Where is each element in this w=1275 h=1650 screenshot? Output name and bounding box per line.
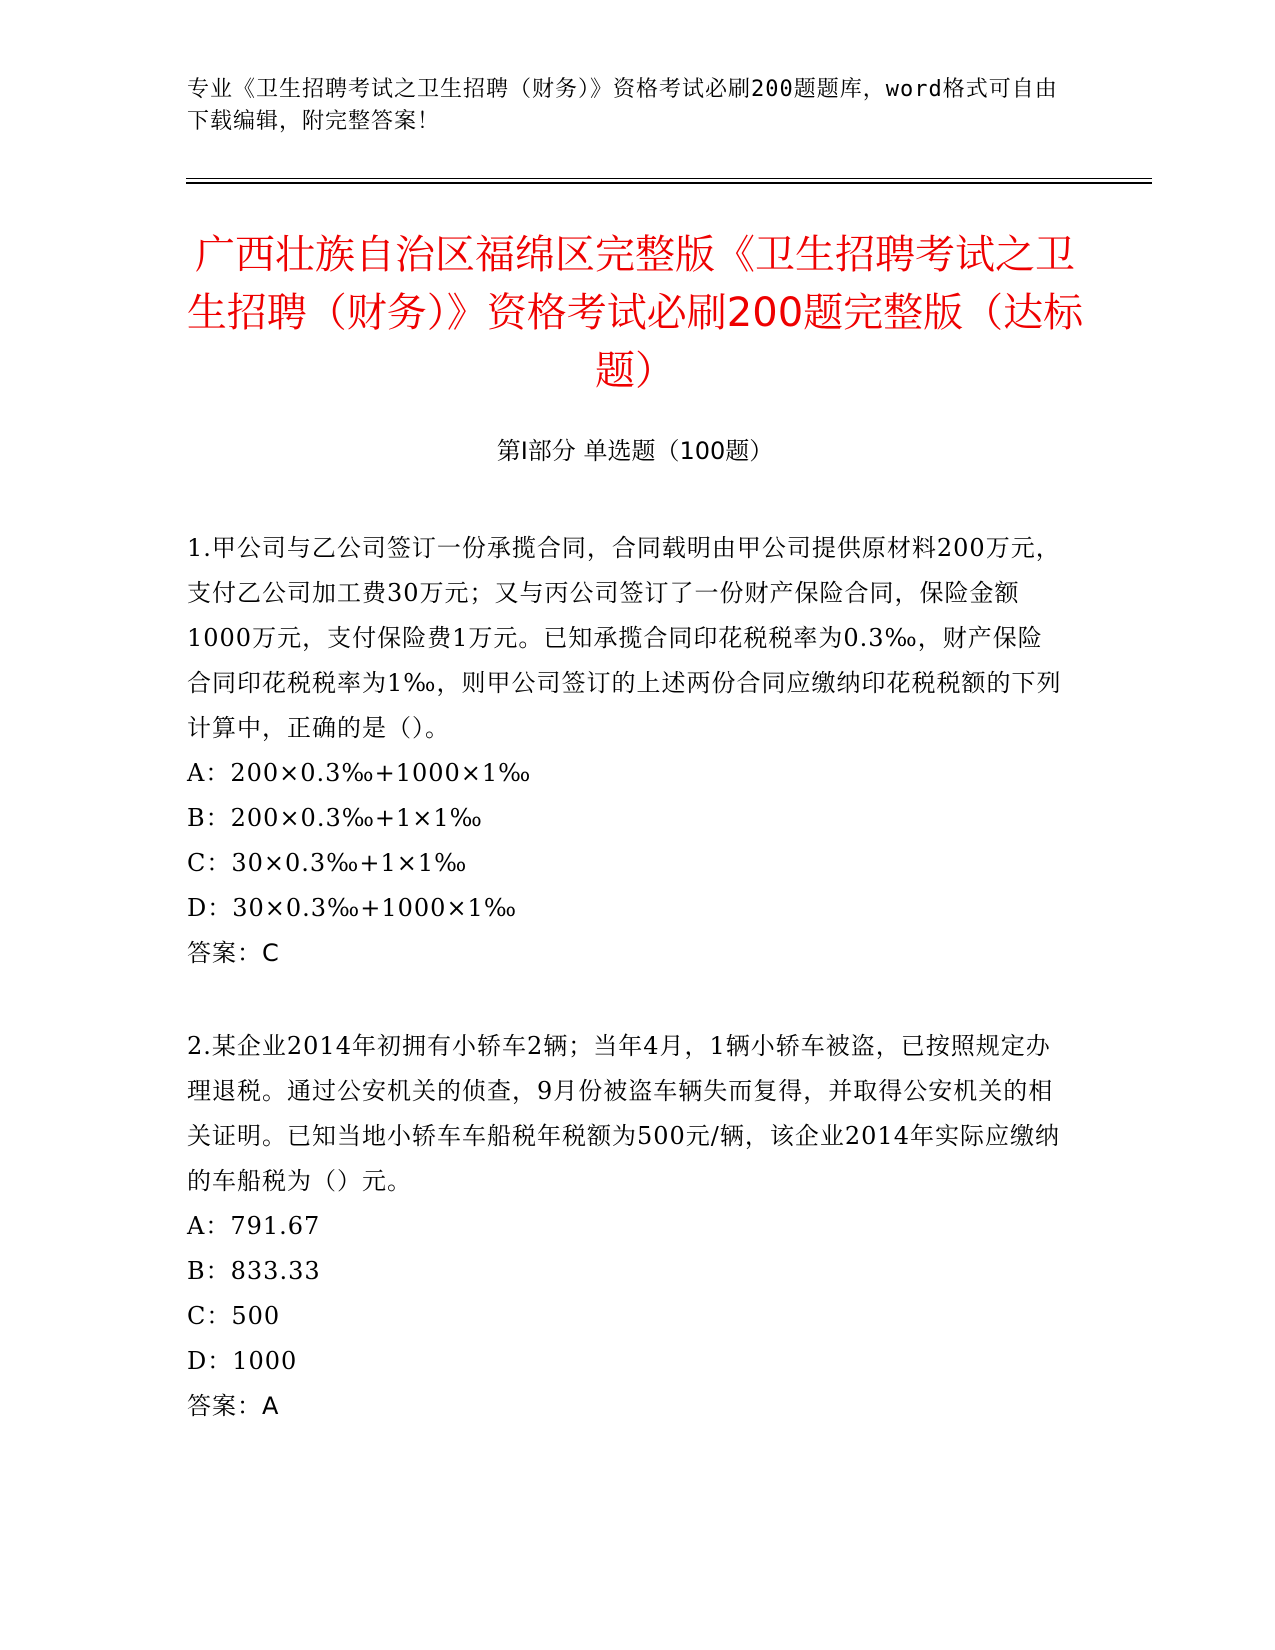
option-b: B：833.33 <box>187 1257 321 1285</box>
option-b: B：200×0.3‰+1×1‰ <box>187 804 483 832</box>
header-rule-thick <box>186 182 1152 184</box>
option-c: C：500 <box>187 1302 281 1330</box>
document-title: 广西壮族自治区福绵区完整版《卫生招聘考试之卫生招聘（财务）》资格考试必刷200题完整版（达标题） <box>186 232 1084 394</box>
section-title: 第Ⅰ部分 单选题（100题） <box>496 437 774 465</box>
header-rule-thin <box>186 178 1152 179</box>
question-stem: 1.甲公司与乙公司签订一份承揽合同，合同载明由甲公司提供原材料200万元，支付乙公司加工费30万元；又与丙公司签订了一份财产保险合同，保险金额1000万元，支付保险费1万元。已知承揽合同印花税税率为0.3‰，财产保险合同印花税税率为1‰，则甲公司签订的上述两份合同应缴纳印花税税额的下列计算中，正确的是（）。 <box>187 534 1062 742</box>
option-d: D：1000 <box>187 1347 298 1375</box>
option-a: A：200×0.3‰+1000×1‰ <box>187 759 532 787</box>
answer: 答案：C <box>187 939 280 967</box>
question-1 <box>187 526 1067 976</box>
option-d: D：30×0.3‰+1000×1‰ <box>187 894 518 922</box>
question-2 <box>187 1024 1067 1429</box>
answer: 答案：A <box>187 1392 280 1420</box>
option-c: C：30×0.3‰+1×1‰ <box>187 849 468 877</box>
header-note: 专业《卫生招聘考试之卫生招聘（财务）》资格考试必刷200题题库，word格式可自由下载编辑，附完整答案！ <box>187 77 1058 134</box>
option-a: A：791.67 <box>187 1212 321 1240</box>
question-stem: 2.某企业2014年初拥有小轿车2辆；当年4月，1辆小轿车被盗，已按照规定办理退税。通过公安机关的侦查，9月份被盗车辆失而复得，并取得公安机关的相关证明。已知当地小轿车车船税年税额为500元/辆，该企业2014年实际应缴纳的车船税为（）元。 <box>187 1032 1060 1195</box>
